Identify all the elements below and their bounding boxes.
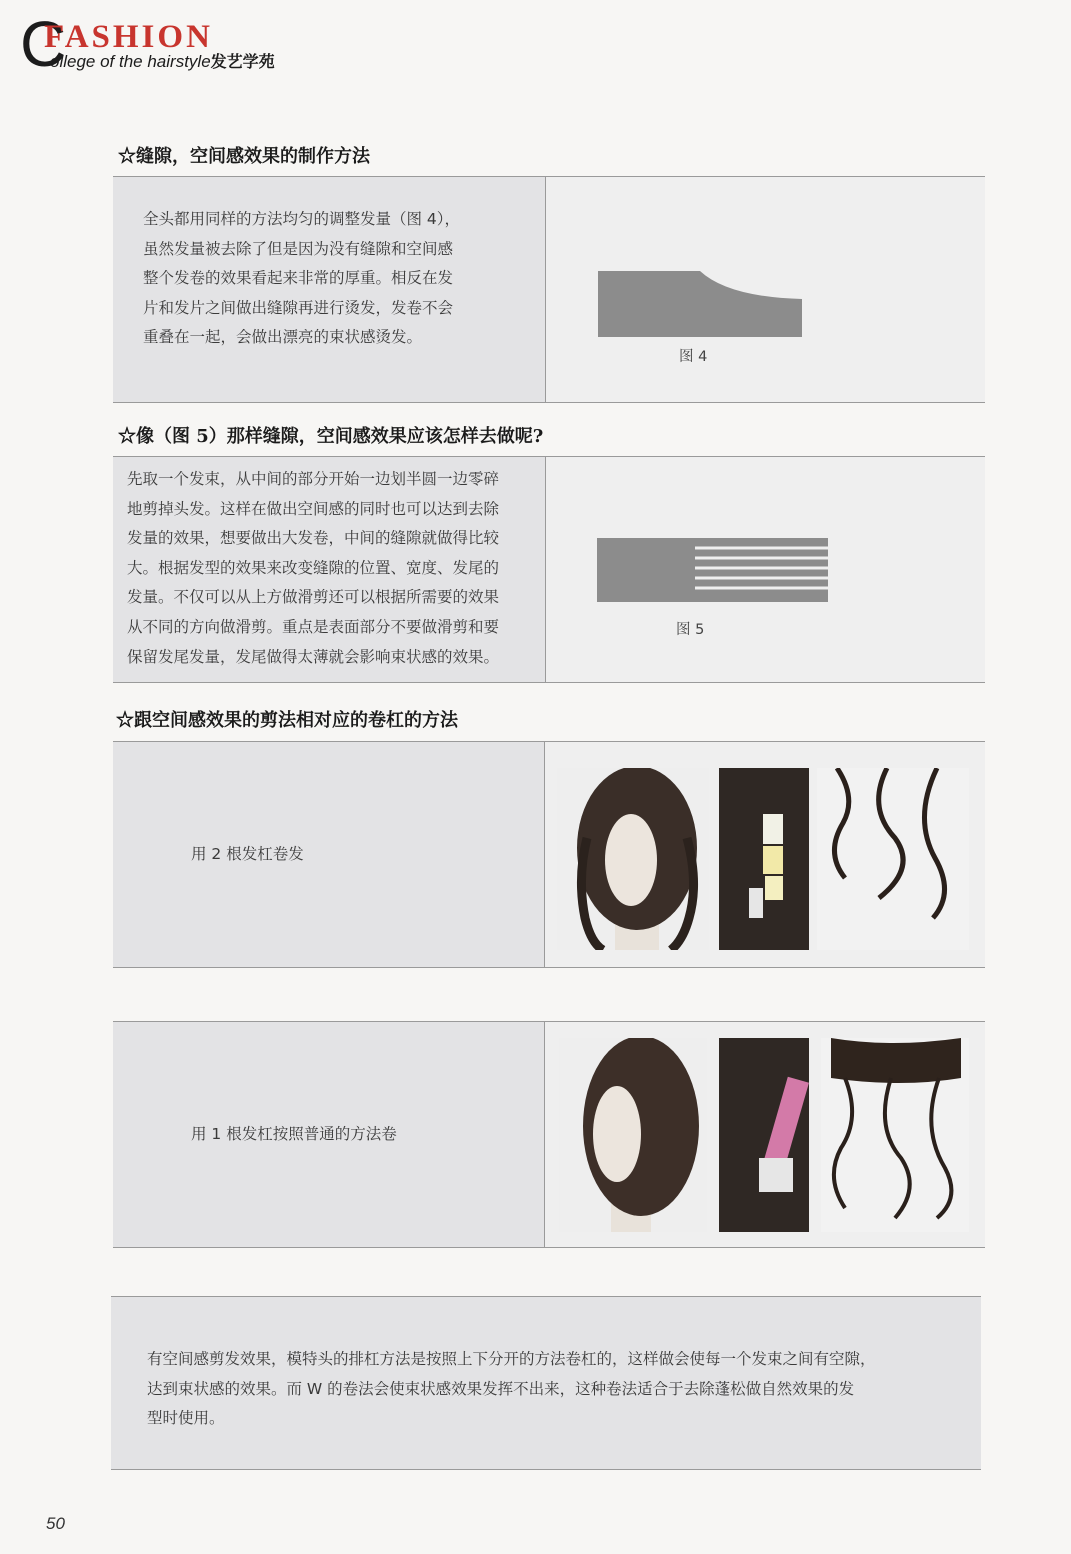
section1-figure-panel bbox=[546, 177, 985, 402]
section1-text-panel bbox=[113, 177, 545, 402]
section1-line: 片和发片之间做出缝隙再进行烫发，发卷不会 bbox=[143, 298, 454, 317]
row1-box bbox=[113, 741, 985, 968]
row1-photo-curls bbox=[817, 768, 969, 950]
summary-line: 有空间感剪发效果，模特头的排杠方法是按照上下分开的方法卷杠的，这样做会使每一个发束之间有空隙， bbox=[147, 1350, 876, 1368]
section2-figure-panel bbox=[546, 457, 985, 682]
section2-line: 先取一个发束，从中间的部分开始一边划半圆一边零碎 bbox=[127, 470, 500, 488]
section2-box bbox=[113, 456, 985, 683]
section1-paragraph bbox=[143, 205, 460, 353]
section2-line: 地剪掉头发。这样在做出空间感的同时也可以达到去除 bbox=[127, 499, 500, 518]
section1-line: 整个发卷的效果看起来非常的厚重。相反在发 bbox=[143, 269, 454, 288]
section1-heading: ☆缝隙，空间感效果的制作方法 bbox=[118, 146, 370, 167]
row1-photo-rods bbox=[719, 768, 809, 950]
section1-line: 虽然发量被去除了但是因为没有缝隙和空间感 bbox=[143, 239, 454, 258]
summary-line: 型时使用。 bbox=[147, 1409, 225, 1428]
row1-photo-mannequin bbox=[557, 768, 709, 950]
row2-photo-panel bbox=[545, 1022, 985, 1247]
row2-label: 用 1 根发杠按照普通的方法卷 bbox=[191, 1125, 397, 1143]
section2-heading: ☆像（图 5）那样缝隙，空间感效果应该怎样去做呢? bbox=[118, 426, 544, 447]
logo-subtitle bbox=[50, 52, 275, 72]
summary-paragraph bbox=[147, 1345, 876, 1434]
figure4-diagram bbox=[598, 271, 802, 337]
summary-line: 达到束状感的效果。而 W 的卷法会使束状感效果发挥不出来，这种卷法适合于去除蓬松做自然效果的发 bbox=[147, 1379, 855, 1398]
logo-letter-c: C bbox=[20, 8, 67, 80]
section2-text-panel bbox=[113, 457, 545, 682]
section2-paragraph bbox=[127, 465, 499, 672]
figure5-caption: 图 5 bbox=[676, 622, 705, 638]
row1-text-panel bbox=[113, 742, 544, 967]
logo-subtitle-cn: 发艺学苑 bbox=[210, 52, 275, 71]
row2-box bbox=[113, 1021, 985, 1248]
section2-line: 保留发尾发量，发尾做得太薄就会影响束状感的效果。 bbox=[127, 647, 500, 666]
section2-line: 发量。不仅可以从上方做滑剪还可以根据所需要的效果 bbox=[127, 588, 500, 607]
row2-photo-rods bbox=[719, 1038, 809, 1232]
section2-line: 发量的效果，想要做出大发卷，中间的缝隙就做得比较 bbox=[127, 529, 500, 548]
row2-photo-mannequin bbox=[559, 1038, 707, 1232]
section1-line: 重叠在一起，会做出漂亮的束状感烫发。 bbox=[143, 328, 423, 347]
row1-label: 用 2 根发杠卷发 bbox=[191, 845, 304, 863]
section1-line: 全头都用同样的方法均匀的调整发量（图 4）， bbox=[143, 210, 461, 228]
page-number: 50 bbox=[46, 1514, 65, 1533]
section1-box bbox=[113, 176, 985, 403]
figure4-caption: 图 4 bbox=[679, 349, 708, 365]
summary-box bbox=[111, 1296, 981, 1470]
logo-fashion: FASHION bbox=[44, 19, 213, 55]
row2-photo-curls bbox=[821, 1038, 969, 1232]
figure5-diagram bbox=[597, 538, 828, 602]
row1-photo-panel bbox=[545, 742, 985, 967]
section3-heading: ☆跟空间感效果的剪法相对应的卷杠的方法 bbox=[116, 710, 458, 731]
logo-subtitle-en: ollege of the hairstyle bbox=[50, 52, 211, 71]
section2-line: 从不同的方向做滑剪。重点是表面部分不要做滑剪和要 bbox=[127, 617, 500, 636]
row2-text-panel bbox=[113, 1022, 544, 1247]
section2-line: 大。根据发型的效果来改变缝隙的位置、宽度、发尾的 bbox=[127, 558, 500, 577]
